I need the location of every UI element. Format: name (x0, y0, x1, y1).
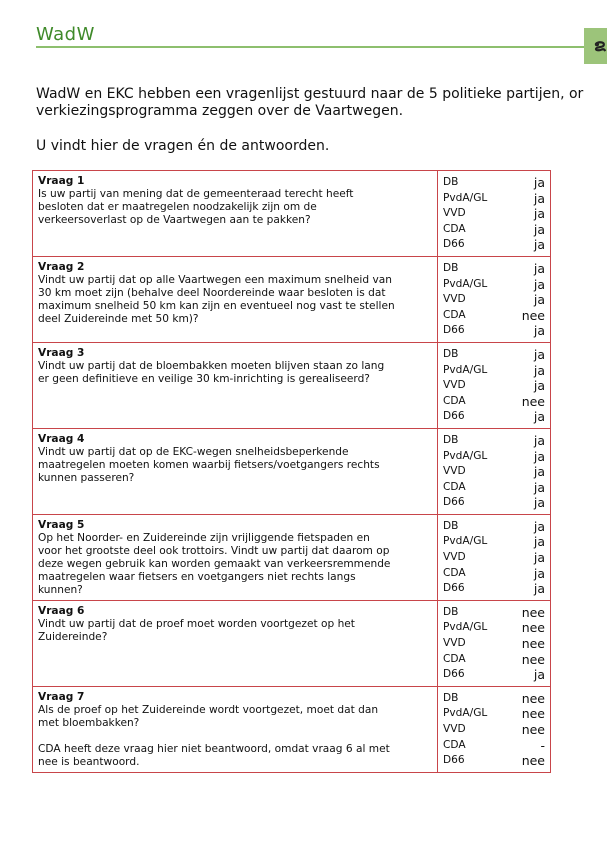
party-name: PvdA/GL (443, 191, 488, 204)
party-name: VVD (443, 551, 466, 564)
question-row (33, 514, 551, 600)
question-title: Vraag 4 (38, 432, 85, 445)
party-name: CDA (443, 738, 466, 751)
answer-row (443, 706, 545, 722)
question-text: Vindt uw partij dat de bloembakken moeten blijven staan zo lang er geen definitieve en veilige 30 km-inrichting is gerealiseerd? (38, 359, 385, 385)
party-name: VVD (443, 465, 466, 478)
answer-value: ja (533, 409, 545, 425)
answer-row (443, 277, 545, 293)
answer-row (443, 480, 545, 496)
answer-value: ja (533, 432, 545, 448)
question-text: Op het Noorder- en Zuidereinde zijn vrijliggende fietspaden en voor het grootste deel ook trottoirs. Vindt uw partij dat daarom op deze wegen gebruik kan worden gemaakt van verkeersremmende maatregelen waar fietsers en voetgangers niet rechts langs kunnen? (38, 531, 391, 596)
question-title: Vraag 6 (38, 604, 85, 617)
answers-cell (438, 256, 551, 342)
answer-row (443, 605, 545, 621)
answer-value: nee (521, 651, 545, 667)
answer-value: ja (533, 667, 545, 683)
answer-row (443, 464, 545, 480)
answer-value: ja (533, 464, 545, 480)
question-row (33, 686, 551, 772)
answer-value: ja (533, 378, 545, 394)
answer-value: ja (533, 550, 545, 566)
party-name: PvdA/GL (443, 363, 488, 376)
answer-value: nee (521, 722, 545, 738)
answer-row (443, 566, 545, 582)
answer-row (443, 534, 545, 550)
question-title: Vraag 1 (38, 175, 85, 187)
question-title: Vraag 2 (38, 260, 85, 273)
answer-value: nee (521, 636, 545, 652)
party-name: CDA (443, 222, 466, 235)
party-name: CDA (443, 566, 466, 579)
question-row (33, 171, 551, 257)
answer-value: ja (533, 175, 545, 190)
answer-row (443, 308, 545, 324)
party-name: D66 (443, 754, 465, 767)
question-row (33, 600, 551, 686)
question-cell (33, 686, 438, 772)
questions-table (32, 170, 551, 773)
answers-cell (438, 514, 551, 600)
answer-value: ja (533, 190, 545, 206)
party-name: CDA (443, 308, 466, 321)
answer-value: nee (521, 604, 545, 620)
party-name: D66 (443, 238, 465, 251)
answer-row (443, 394, 545, 410)
intro-line-1: WadW en EKC hebben een vragenlijst gestuurd naar de 5 politieke partijen, or (36, 86, 584, 102)
answer-row (443, 175, 545, 191)
answer-row (443, 652, 545, 668)
party-name: DB (443, 347, 459, 360)
answer-value: ja (533, 479, 545, 495)
answer-row (443, 449, 545, 465)
answer-row (443, 620, 545, 636)
answers-cell (438, 600, 551, 686)
answers-cell (438, 686, 551, 772)
answers-cell (438, 428, 551, 514)
answer-value: ja (533, 581, 545, 597)
answer-value: ja (533, 323, 545, 339)
party-name: CDA (443, 480, 466, 493)
answer-row (443, 378, 545, 394)
question-cell (33, 256, 438, 342)
question-cell (33, 171, 438, 257)
question-text: Vindt uw partij dat de proef moet worden voortgezet op het Zuidereinde? (38, 617, 355, 643)
answer-row (443, 347, 545, 363)
answer-row (443, 691, 545, 707)
intro-line-2: verkiezingsprogramma zeggen over de Vaartwegen. (36, 103, 404, 119)
party-name: VVD (443, 293, 466, 306)
party-name: DB (443, 433, 459, 446)
answer-value: ja (533, 362, 545, 378)
question-cell (33, 600, 438, 686)
answer-value: nee (521, 753, 545, 769)
answer-row (443, 519, 545, 535)
party-name: D66 (443, 582, 465, 595)
question-cell (33, 514, 438, 600)
answer-row (443, 722, 545, 738)
party-name: D66 (443, 668, 465, 681)
party-name: D66 (443, 324, 465, 337)
answer-value: nee (521, 393, 545, 409)
answer-row (443, 550, 545, 566)
answer-row (443, 261, 545, 277)
party-name: CDA (443, 394, 466, 407)
answer-value: nee (521, 307, 545, 323)
party-name: VVD (443, 637, 466, 650)
party-name: PvdA/GL (443, 707, 488, 720)
answer-value: ja (533, 206, 545, 222)
question-title: Vraag 7 (38, 690, 85, 703)
question-row (33, 256, 551, 342)
answer-row (443, 636, 545, 652)
party-name: PvdA/GL (443, 535, 488, 548)
answer-value: ja (533, 495, 545, 511)
header-divider (36, 46, 584, 48)
question-cell (33, 342, 438, 428)
answer-value: ja (533, 565, 545, 581)
intro-paragraph (36, 86, 607, 120)
answer-value: nee (521, 690, 545, 706)
party-name: VVD (443, 723, 466, 736)
answer-row (443, 753, 545, 769)
answer-value: ja (533, 292, 545, 308)
answer-value: ja (533, 448, 545, 464)
party-name: PvdA/GL (443, 277, 488, 290)
question-text: Als de proef op het Zuidereinde wordt voortgezet, moet dat dan met bloembakken? (38, 703, 379, 729)
corner-glyph: ຂ (594, 36, 606, 56)
answer-value: ja (533, 260, 545, 276)
party-name: DB (443, 261, 459, 274)
party-name: DB (443, 519, 459, 532)
answer-row (443, 667, 545, 683)
answers-cell (438, 171, 551, 257)
answer-value: nee (521, 706, 545, 722)
answer-value: - (540, 737, 545, 753)
answer-row (443, 292, 545, 308)
answer-value: ja (533, 518, 545, 534)
question-text: Vindt uw partij dat op de EKC-wegen snelheidsbeperkende maatregelen moeten komen waarbij fietsers/voetgangers rechts kunnen passeren? (38, 445, 380, 484)
question-row (33, 428, 551, 514)
intro-subline: U vindt hier de vragen én de antwoorden. (36, 138, 330, 154)
answer-row (443, 433, 545, 449)
answers-cell (438, 342, 551, 428)
answer-row (443, 581, 545, 597)
party-name: DB (443, 176, 459, 188)
party-name: PvdA/GL (443, 449, 488, 462)
question-title: Vraag 3 (38, 346, 85, 359)
question-text: Vindt uw partij dat op alle Vaartwegen een maximum snelheid van 30 km moet zijn (behalve deel Noordereinde waar besloten is dat maximum snelheid 50 km kan zijn en eventueel nog vast te stellen deel Zuidereinde met 50 km)? (38, 273, 395, 325)
corner-badge (584, 28, 607, 64)
party-name: DB (443, 605, 459, 618)
party-name: DB (443, 691, 459, 704)
answer-row (443, 191, 545, 207)
party-name: D66 (443, 410, 465, 423)
answer-value: ja (533, 276, 545, 292)
answer-row (443, 222, 545, 238)
party-name: CDA (443, 652, 466, 665)
answer-row (443, 323, 545, 339)
wadw-logo: WadW (36, 24, 95, 45)
party-name: D66 (443, 496, 465, 509)
question-cell (33, 428, 438, 514)
answer-row (443, 206, 545, 222)
answer-value: ja (533, 346, 545, 362)
question-note: CDA heeft deze vraag hier niet beantwoord, omdat vraag 6 al met nee is beantwoord. (38, 742, 390, 768)
answer-row (443, 409, 545, 425)
party-name: VVD (443, 207, 466, 220)
answer-row (443, 495, 545, 511)
question-text: Is uw partij van mening dat de gemeenteraad terecht heeft besloten dat er maatregelen noodzakelijk zijn om de verkeersoverlast op de Vaartwegen aan te pakken? (38, 188, 354, 226)
answer-value: nee (521, 620, 545, 636)
question-title: Vraag 5 (38, 518, 85, 531)
answer-row (443, 237, 545, 253)
party-name: PvdA/GL (443, 621, 488, 634)
answer-row (443, 363, 545, 379)
answer-value: ja (533, 534, 545, 550)
question-row (33, 342, 551, 428)
answer-value: ja (533, 237, 545, 253)
answer-value: ja (533, 221, 545, 237)
party-name: VVD (443, 379, 466, 392)
answer-row (443, 738, 545, 754)
